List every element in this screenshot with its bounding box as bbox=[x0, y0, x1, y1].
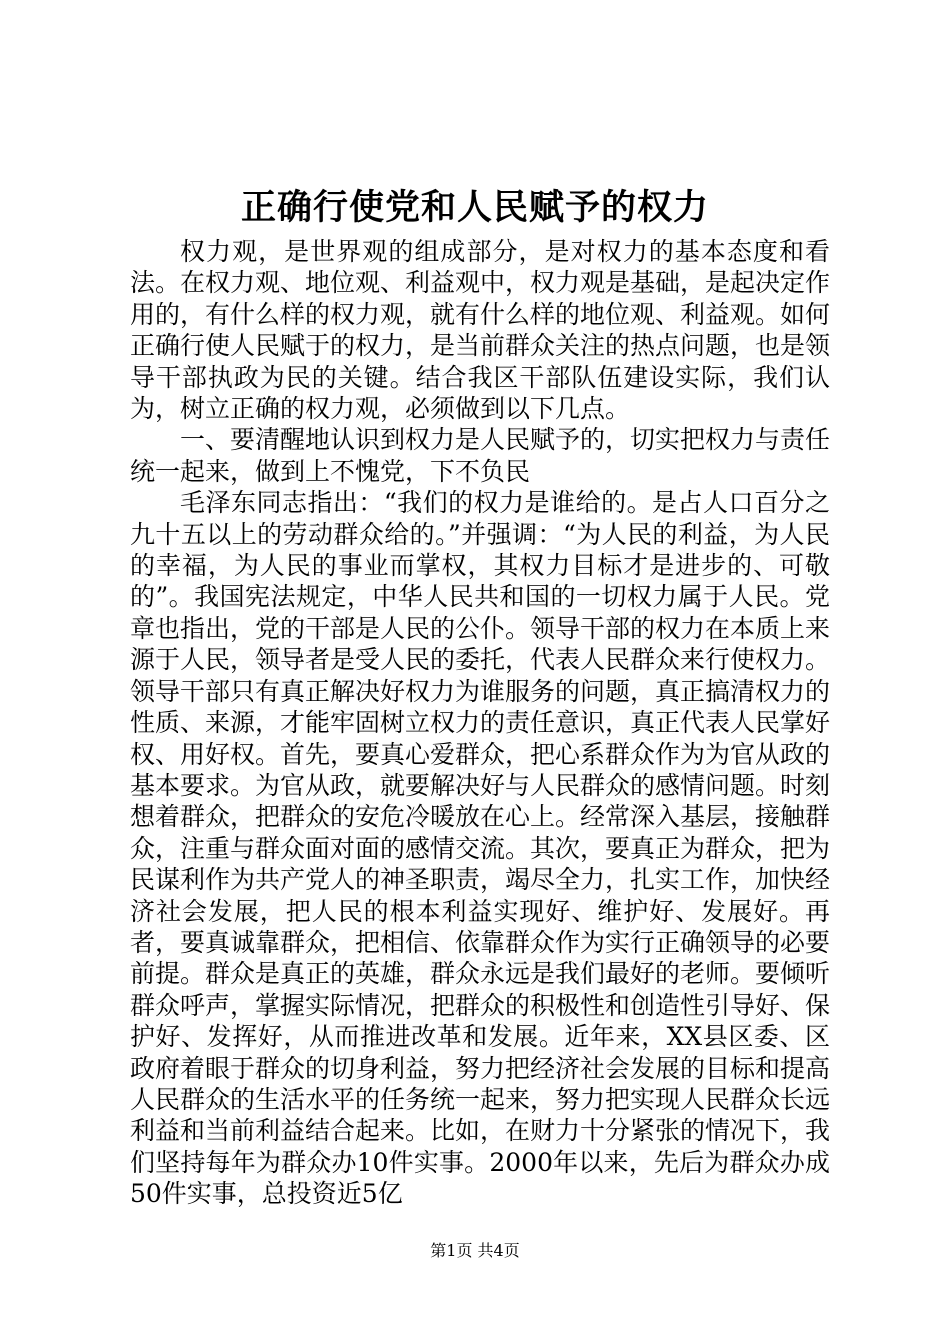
paragraph-section-1: 毛泽东同志指出：“我们的权力是谁给的。是占人口百分之九十五以上的劳动群众给的。”并强调：“为人民的利益，为人民的幸福，为人民的事业而掌权，其权力目标才是进步的、可敬的”。我国宪法规定，中华人民共和国的一切权力属于人民。党章也指出，党的干部是人民的公仆。领导干部的权力在本质上来源于人民，领导者是受人民的委托，代表人民群众来行使权力。领导干部只有真正解决好权力为谁服务的问题，真正搞清权力的性质、来源，才能牢固树立权力的责任意识，真正代表人民掌好权、用好权。首先，要真心爱群众，把心系群众作为为官从政的基本要求。为官从政，就要解决好与人民群众的感情问题。时刻想着群众，把群众的安危冷暖放在心上。经常深入基层，接触群众，注重与群众面对面的感情交流。其次，要真正为群众，把为民谋利作为共产党人的神圣职责，竭尽全力，扎实工作，加快经济社会发展，把人民的根本利益实现好、维护好、发展好。再者，要真诚靠群众，把相信、依靠群众作为实行正确领导的必要前提。群众是真正的英雄，群众永远是我们最好的老师。要倾听群众呼声，掌握实际情况，把群众的积极性和创造性引导好、保护好、发挥好，从而推进改革和发展。近年来，XX县区委、区政府着眼于群众的切身利益，努力把经济社会发展的目标和提高人民群众的生活水平的任务统一起来，努力把实现人民群众长远利益和当前利益结合起来。比如，在财力十分紧张的情况下，我们坚持每年为群众办10件实事。2000年以来，先后为群众办成50件实事，总投资近5亿 bbox=[130, 488, 831, 1209]
section-heading-1: 一、要清醒地认识到权力是人民赋予的，切实把权力与责任统一起来，做到上不愧党，下不负民 bbox=[130, 425, 831, 486]
document-body bbox=[130, 236, 830, 1210]
page-number-footer: 第1页 共4页 bbox=[430, 1241, 520, 1260]
paragraph-intro: 权力观，是世界观的组成部分，是对权力的基本态度和看法。在权力观、地位观、利益观中，权力观是基础，是起决定作用的，有什么样的权力观，就有什么样的地位观、利益观。如何正确行使人民赋于的权力，是当前群众关注的热点问题，也是领导干部执政为民的关键。结合我区干部队伍建设实际，我们认为，树立正确的权力观，必须做到以下几点。 bbox=[130, 237, 831, 424]
document-title: 正确行使党和人民赋予的权力 bbox=[240, 187, 709, 228]
